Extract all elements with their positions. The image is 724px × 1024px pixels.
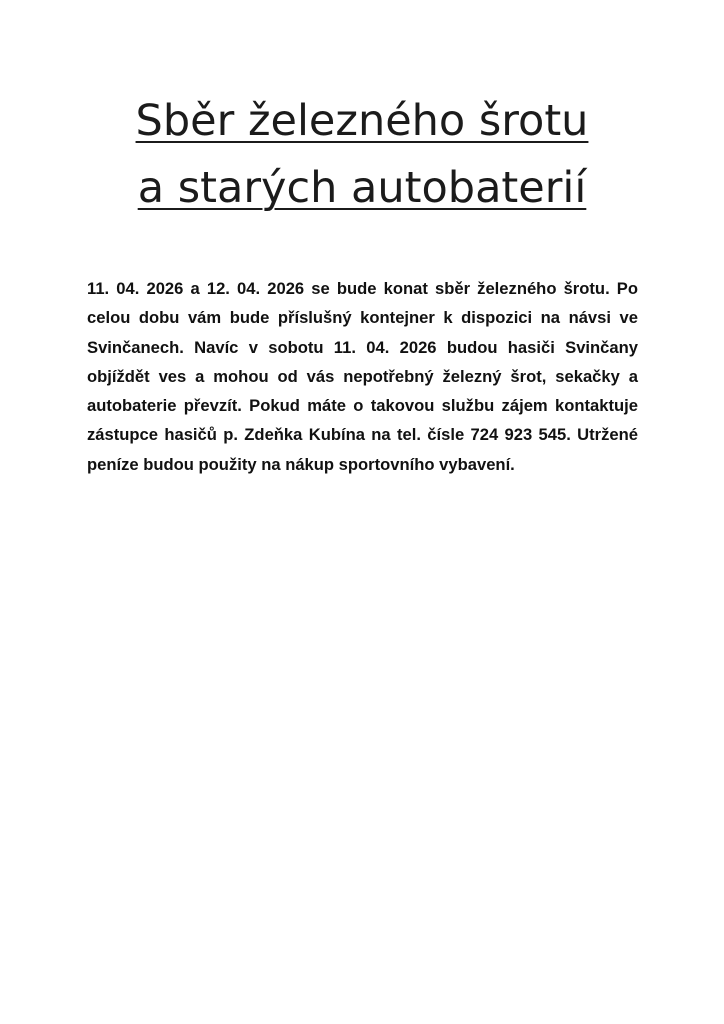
announcement-paragraph: 11. 04. 2026 a 12. 04. 2026 se bude konat sběr železného šrotu. Po celou dobu vám bude příslušný kontejner k dispozici na návsi ve Svinčanech. Navíc v sobotu 11. 04. 2026 budou hasiči Svinčany objíždět ves a mohou od vás nepotřebný železný šrot, sekačky a autobaterie převzít. Pokud máte o takovou službu zájem kontaktuje zástupce hasičů p. Zdeňka Kubína na tel. čísle 724 923 545. Utržené peníze budou použity na nákup sportovního vybavení. bbox=[87, 279, 638, 474]
title-line-1-wrap bbox=[60, 88, 664, 155]
title-line-2-wrap bbox=[60, 155, 664, 222]
title-line-1: Sběr železného šrotu bbox=[135, 96, 589, 146]
page-title bbox=[60, 88, 664, 222]
title-line-2: a starých autobaterií bbox=[137, 163, 587, 213]
